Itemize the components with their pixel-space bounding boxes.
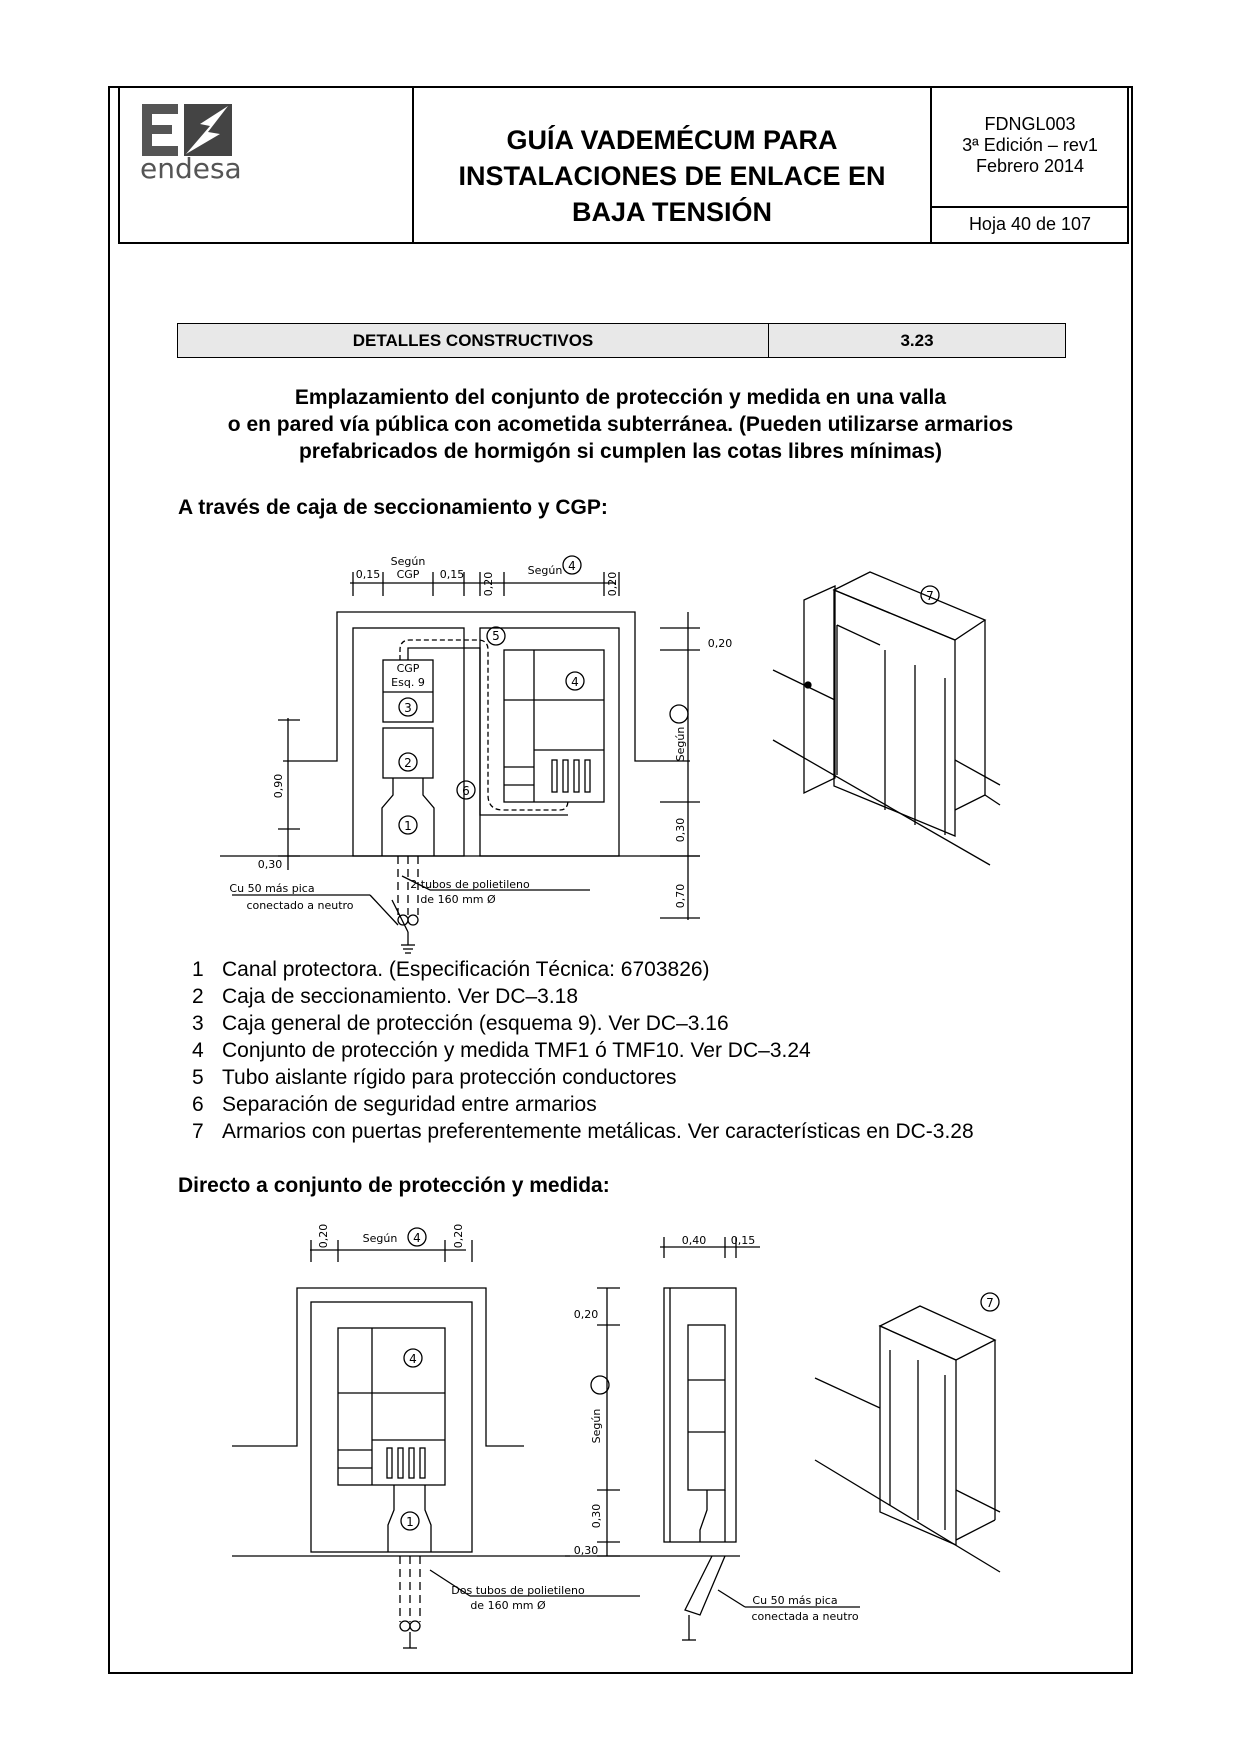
callout-2: 2	[404, 756, 412, 770]
svg-text:0,15: 0,15	[730, 1234, 756, 1247]
svg-text:Según: Según	[674, 726, 687, 762]
callout-4: 4	[571, 675, 579, 689]
document-title: GUÍA VADEMÉCUM PARA INSTALACIONES DE ENLACE EN BAJA TENSIÓN	[458, 125, 886, 227]
svg-text:0,15: 0,15	[355, 568, 381, 581]
subheading-2: Directo a conjunto de protección y medida:	[178, 1174, 610, 1197]
svg-text:0,20: 0,20	[573, 1308, 599, 1321]
callout-1: 1	[406, 1515, 414, 1529]
svg-text:Según: Según	[527, 564, 563, 577]
svg-text:CGP: CGP	[396, 662, 420, 675]
svg-text:0,20: 0,20	[452, 1223, 465, 1249]
svg-text:Esq. 9: Esq. 9	[391, 676, 425, 689]
list-item: 2 Caja de seccionamiento. Ver DC–3.18	[192, 985, 579, 1008]
svg-text:2 tubos de polietileno: 2 tubos de polietileno	[410, 878, 530, 891]
svg-text:CGP: CGP	[396, 568, 420, 581]
edition: 3ª Edición – rev1	[962, 135, 1098, 155]
svg-text:0,20: 0,20	[482, 571, 495, 597]
callout-3: 3	[404, 701, 412, 715]
list-item: 6 Separación de seguridad entre armarios	[192, 1093, 597, 1116]
svg-text:4: 4	[568, 559, 576, 573]
svg-text:0,30: 0,30	[674, 817, 687, 843]
svg-text:conectado a neutro: conectado a neutro	[246, 899, 354, 912]
document-info	[934, 114, 1126, 177]
list-item: 4 Conjunto de protección y medida TMF1 ó TMF10. Ver DC–3.24	[192, 1039, 811, 1062]
callout-7: 7	[926, 589, 934, 603]
drawing-2	[220, 1210, 1020, 1650]
callout-5: 5	[492, 629, 500, 643]
document-header	[118, 88, 1129, 244]
svg-text:de 160 mm Ø: de 160 mm Ø	[420, 893, 496, 906]
section-label: DETALLES CONSTRUCTIVOS	[178, 324, 769, 357]
svg-text:0,40: 0,40	[681, 1234, 707, 1247]
endesa-logo	[128, 94, 408, 234]
svg-text:Cu 50 más pica: Cu 50 más pica	[752, 1594, 838, 1607]
svg-text:0,15: 0,15	[439, 568, 465, 581]
svg-text:Dos tubos de polietileno: Dos tubos de polietileno	[451, 1584, 585, 1597]
svg-text:4: 4	[409, 1352, 417, 1366]
svg-text:Según: Según	[390, 555, 426, 568]
svg-text:0,70: 0,70	[674, 883, 687, 909]
svg-text:0,30: 0,30	[573, 1544, 599, 1557]
doc-code: FDNGL003	[984, 114, 1076, 134]
callout-6: 6	[462, 784, 470, 798]
list-item: 1 Canal protectora. (Especificación Técnica: 6703826)	[192, 958, 710, 981]
callout-1: 1	[404, 819, 412, 833]
callout-7: 7	[986, 1296, 994, 1310]
svg-text:Cu 50 más pica: Cu 50 más pica	[229, 882, 315, 895]
date: Febrero 2014	[975, 156, 1085, 176]
list-item: 7 Armarios con puertas preferentemente metálicas. Ver características en DC-3.28	[192, 1120, 974, 1143]
sheet-number: Hoja 40 de 107	[968, 214, 1092, 234]
list-item: 3 Caja general de protección (esquema 9). Ver DC–3.16	[192, 1012, 729, 1035]
svg-text:0,20: 0,20	[707, 637, 733, 650]
svg-text:conectada a neutro: conectada a neutro	[751, 1610, 859, 1623]
svg-text:de 160 mm Ø: de 160 mm Ø	[470, 1599, 546, 1612]
svg-text:0,90: 0,90	[272, 773, 285, 799]
section-number: 3.23	[900, 331, 934, 350]
drawing-1	[220, 540, 1020, 960]
svg-text:0,20: 0,20	[317, 1223, 330, 1249]
intro-text: Emplazamiento del conjunto de protección y medida en una valla o en pared vía pública con acometida subterránea. (Pueden utilizarse armarios prefabricados de hormigón si cumplen las cotas libres mínimas)	[227, 386, 1014, 463]
section-bar	[177, 323, 1066, 358]
svg-text:0,30: 0,30	[257, 858, 283, 871]
logo-wordmark: endesa	[140, 152, 242, 185]
svg-text:0,20: 0,20	[606, 571, 619, 597]
subheading-1: A través de caja de seccionamiento y CGP:	[178, 496, 608, 519]
svg-text:Según: Según	[362, 1232, 398, 1245]
callout-4: 4	[413, 1231, 421, 1245]
svg-text:Según: Según	[590, 1408, 603, 1444]
svg-text:0,30: 0,30	[590, 1503, 603, 1529]
legend-list	[192, 956, 974, 1145]
list-item: 5 Tubo aislante rígido para protección conductores	[192, 1066, 677, 1089]
